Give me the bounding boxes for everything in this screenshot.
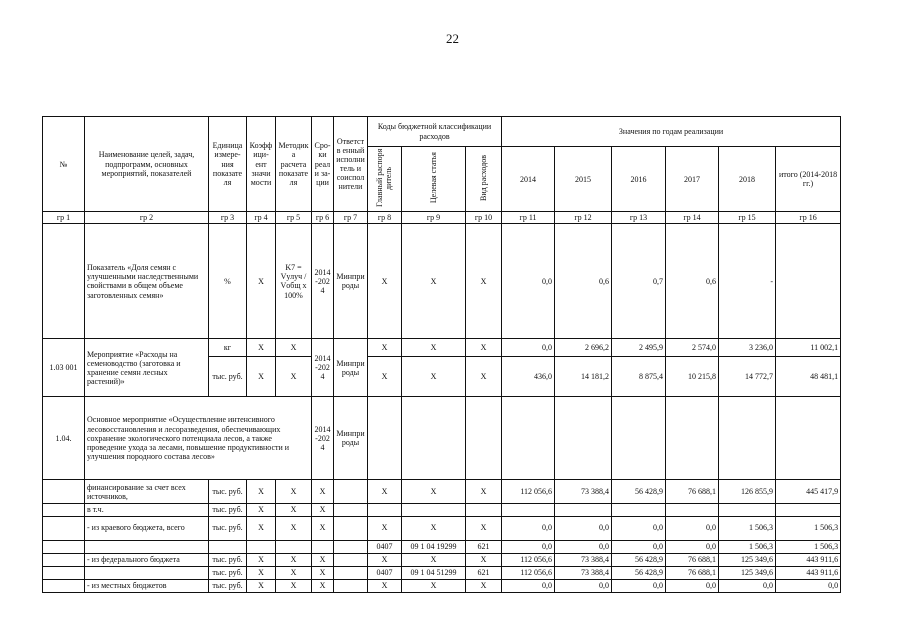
cell-resp (334, 504, 368, 516)
cell-num (43, 480, 85, 504)
cell-2018: 125 349,6 (719, 566, 776, 579)
header-year-2014: 2014 (502, 147, 555, 212)
cell-2017: 0,0 (666, 579, 719, 592)
cell-coef: X (247, 339, 276, 357)
cell-code-kind: X (466, 579, 502, 592)
header-year-2015: 2015 (555, 147, 612, 212)
financing-row (43, 540, 841, 553)
fin-name: - из краевого бюджета, всего (85, 516, 209, 540)
cell-num (43, 224, 85, 339)
header-code-main: Главный распоря дитель (368, 147, 402, 212)
column-number-row (43, 212, 841, 224)
cell-2015: 14 181,2 (555, 357, 612, 397)
cell-2014: 112 056,6 (502, 553, 555, 566)
cell-2014: 0,0 (502, 540, 555, 553)
cell-coef: X (247, 504, 276, 516)
cell-unit: % (209, 224, 247, 339)
cell-2018 (719, 504, 776, 516)
method-line: Vулуч / (280, 272, 307, 282)
cell-2018: 1 506,3 (719, 516, 776, 540)
cell-code-target: X (402, 339, 466, 357)
financing-row (43, 480, 841, 504)
indicator-name: Показатель «Доля семян с улучшенными наследственными свойствами в общем объеме заготовленных семян» (85, 224, 209, 339)
financing-row (43, 579, 841, 592)
header-resp: Ответств енный исполни тель и соиспол нители (334, 117, 368, 212)
header-name: Наименование целей, задач, подпрограмм, основных мероприятий, показателей (85, 117, 209, 212)
fin-name: финансирование за счет всех источников, (85, 480, 209, 504)
cell-2015: 0,0 (555, 579, 612, 592)
fin-name: - из федерального бюджета (85, 553, 209, 566)
cell-coef: X (247, 480, 276, 504)
measure-num: 1.03 001 (43, 339, 85, 397)
cell-total: 1 506,3 (776, 540, 841, 553)
cell-code-target (402, 397, 466, 480)
cell-2014 (502, 504, 555, 516)
cell-code-main: 0407 (368, 566, 402, 579)
header-num: № (43, 117, 85, 212)
cell-code-target: X (402, 357, 466, 397)
cell-num (43, 579, 85, 592)
cell-2017: 76 688,1 (666, 480, 719, 504)
fin-name (85, 566, 209, 579)
cell-method: X (276, 553, 312, 566)
cell-num (43, 504, 85, 516)
cell-code-main: 0407 (368, 540, 402, 553)
col-number: гр 16 (776, 212, 841, 224)
cell-coef: X (247, 357, 276, 397)
cell-2014: 0,0 (502, 339, 555, 357)
cell-unit: тыс. руб. (209, 516, 247, 540)
cell-2017: 0,6 (666, 224, 719, 339)
cell-code-main: X (368, 579, 402, 592)
col-number: гр 11 (502, 212, 555, 224)
cell-code-target: X (402, 579, 466, 592)
cell-code-kind: X (466, 224, 502, 339)
cell-code-kind: X (466, 339, 502, 357)
cell-2017: 10 215,8 (666, 357, 719, 397)
financing-row (43, 553, 841, 566)
cell-term: X (312, 579, 334, 592)
main-measure-num: 1.04. (43, 397, 85, 480)
cell-2016: 0,0 (612, 579, 666, 592)
cell-unit: тыс. руб. (209, 357, 247, 397)
cell-code-kind (466, 504, 502, 516)
cell-term: 2014-2024 (312, 224, 334, 339)
col-number: гр 9 (402, 212, 466, 224)
cell-method: X (276, 480, 312, 504)
header-code-kind: Вид расходов (466, 147, 502, 212)
cell-resp: Минпри роды (334, 339, 368, 397)
cell-2014: 0,0 (502, 224, 555, 339)
cell-coef: X (247, 516, 276, 540)
cell-2018: 125 349,6 (719, 553, 776, 566)
cell-code-main: X (368, 357, 402, 397)
cell-unit: тыс. руб. (209, 553, 247, 566)
method-line: K7 = (285, 263, 302, 272)
cell-2018: 1 506,3 (719, 540, 776, 553)
col-number: гр 5 (276, 212, 312, 224)
col-number: гр 7 (334, 212, 368, 224)
cell-coef: X (247, 566, 276, 579)
cell-resp (334, 516, 368, 540)
page-number: 22 (446, 31, 459, 46)
cell-resp (334, 566, 368, 579)
cell-2017: 0,0 (666, 516, 719, 540)
financing-row (43, 566, 841, 579)
col-number: гр 10 (466, 212, 502, 224)
cell-method: X (276, 504, 312, 516)
cell-method (276, 540, 312, 553)
cell-2017 (666, 397, 719, 480)
cell-2017: 2 574,0 (666, 339, 719, 357)
fin-name: - из местных бюджетов (85, 579, 209, 592)
cell-total: 1 506,3 (776, 516, 841, 540)
header-values-by-year: Значения по годам реализации (502, 117, 841, 147)
cell-unit: кг (209, 339, 247, 357)
fin-name (85, 540, 209, 553)
cell-resp (334, 540, 368, 553)
cell-2014: 0,0 (502, 516, 555, 540)
fin-name: в т.ч. (85, 504, 209, 516)
cell-code-target: X (402, 224, 466, 339)
cell-2014: 112 056,6 (502, 566, 555, 579)
cell-2015: 0,0 (555, 516, 612, 540)
financing-row (43, 516, 841, 540)
header-term: Сро-ки реали за-ции (312, 117, 334, 212)
cell-2016: 8 875,4 (612, 357, 666, 397)
cell-2017 (666, 504, 719, 516)
cell-term: 2014-2024 (312, 397, 334, 480)
col-number: гр 6 (312, 212, 334, 224)
header-total: итого (2014-2018 гг.) (776, 147, 841, 212)
cell-coef: X (247, 579, 276, 592)
cell-resp (334, 480, 368, 504)
cell-total: 443 911,6 (776, 566, 841, 579)
cell-resp (334, 579, 368, 592)
cell-2016: 56 428,9 (612, 553, 666, 566)
cell-2015: 0,6 (555, 224, 612, 339)
header-unit: Единица измере-ния показате ля (209, 117, 247, 212)
cell-2018: 0,0 (719, 579, 776, 592)
cell-2015: 73 388,4 (555, 566, 612, 579)
main-measure-row (43, 397, 841, 480)
cell-term: X (312, 516, 334, 540)
cell-code-target: X (402, 516, 466, 540)
col-number: гр 3 (209, 212, 247, 224)
cell-2018: 3 236,0 (719, 339, 776, 357)
cell-code-kind: X (466, 553, 502, 566)
cell-code-target: X (402, 480, 466, 504)
cell-2017: 76 688,1 (666, 566, 719, 579)
cell-code-kind: X (466, 480, 502, 504)
method-line: 100% (284, 290, 303, 300)
cell-code-kind: 621 (466, 540, 502, 553)
cell-total (776, 224, 841, 339)
cell-term: X (312, 480, 334, 504)
cell-method: X (276, 516, 312, 540)
cell-2015: 0,0 (555, 540, 612, 553)
cell-2016: 0,0 (612, 516, 666, 540)
cell-code-main: X (368, 516, 402, 540)
cell-2014: 112 056,6 (502, 480, 555, 504)
cell-code-main: X (368, 553, 402, 566)
cell-total: 48 481,1 (776, 357, 841, 397)
cell-code-main: X (368, 339, 402, 357)
cell-code-main (368, 504, 402, 516)
cell-total: 0,0 (776, 579, 841, 592)
cell-code-kind: 621 (466, 566, 502, 579)
cell-term: X (312, 566, 334, 579)
cell-num (43, 553, 85, 566)
cell-method (276, 224, 312, 339)
measure-row (43, 339, 841, 357)
cell-code-main (368, 397, 402, 480)
cell-2016: 2 495,9 (612, 339, 666, 357)
col-number: гр 2 (85, 212, 209, 224)
cell-code-main: X (368, 224, 402, 339)
header-budget-codes: Коды бюджетной классификации расходов (368, 117, 502, 147)
cell-2015: 73 388,4 (555, 553, 612, 566)
cell-2018: 14 772,7 (719, 357, 776, 397)
cell-2018: 126 855,9 (719, 480, 776, 504)
cell-2016: 0,7 (612, 224, 666, 339)
cell-code-target: 09 1 04 19299 (402, 540, 466, 553)
header-year-2018: 2018 (719, 147, 776, 212)
cell-2016: 56 428,9 (612, 566, 666, 579)
cell-unit: тыс. руб. (209, 504, 247, 516)
col-number: гр 14 (666, 212, 719, 224)
cell-code-kind: X (466, 357, 502, 397)
cell-2015 (555, 397, 612, 480)
cell-unit (209, 540, 247, 553)
cell-2016 (612, 504, 666, 516)
cell-code-main: X (368, 480, 402, 504)
cell-2014: 436,0 (502, 357, 555, 397)
cell-code-target (402, 504, 466, 516)
header-method: Методик а расчета показате ля (276, 117, 312, 212)
cell-coef (247, 540, 276, 553)
cell-code-target: X (402, 553, 466, 566)
cell-2014: 0,0 (502, 579, 555, 592)
method-line: Vобщ x (280, 281, 307, 291)
header-coef: Коэфф ици-ент значи мости (247, 117, 276, 212)
header-code-target: Целевая статья (402, 147, 466, 212)
cell-resp: Минпри роды (334, 397, 368, 480)
main-measure-name: Основное мероприятие «Осуществление интенсивного лесовосстановления и лесоразведения, обеспечивающих сохранение экологического потенциала лесов, а также проведение ухода за лесами, повышение продуктивности и улучшения породного состава лесов» (85, 397, 312, 480)
program-table (42, 116, 841, 593)
cell-coef: X (247, 553, 276, 566)
col-number: гр 12 (555, 212, 612, 224)
header-year-2016: 2016 (612, 147, 666, 212)
cell-2017: 0,0 (666, 540, 719, 553)
header-row (43, 117, 841, 147)
cell-term: 2014-2024 (312, 339, 334, 397)
cell-2017: 76 688,1 (666, 553, 719, 566)
col-number: гр 1 (43, 212, 85, 224)
cell-method: X (276, 579, 312, 592)
cell-method: X (276, 339, 312, 357)
financing-row (43, 504, 841, 516)
cell-total (776, 504, 841, 516)
cell-2016: 56 428,9 (612, 480, 666, 504)
cell-code-kind: X (466, 516, 502, 540)
cell-term: X (312, 504, 334, 516)
col-number: гр 13 (612, 212, 666, 224)
cell-2015 (555, 504, 612, 516)
cell-code-target: 09 1 04 51299 (402, 566, 466, 579)
cell-method: X (276, 566, 312, 579)
measure-name: Мероприятие «Расходы на семеноводство (заготовка и хранение семян лесных растений)» (85, 339, 209, 397)
header-year-2017: 2017 (666, 147, 719, 212)
cell-resp (334, 553, 368, 566)
cell-2016 (612, 397, 666, 480)
col-number: гр 15 (719, 212, 776, 224)
cell-unit: тыс. руб. (209, 579, 247, 592)
indicator-row (43, 224, 841, 339)
cell-2015: 73 388,4 (555, 480, 612, 504)
cell-2015: 2 696,2 (555, 339, 612, 357)
cell-2016: 0,0 (612, 540, 666, 553)
cell-num (43, 516, 85, 540)
cell-method: X (276, 357, 312, 397)
cell-total (776, 397, 841, 480)
cell-num (43, 540, 85, 553)
cell-code-kind (466, 397, 502, 480)
cell-total: 11 002,1 (776, 339, 841, 357)
cell-2014 (502, 397, 555, 480)
cell-term (312, 540, 334, 553)
cell-num (43, 566, 85, 579)
financing-rows (43, 480, 841, 592)
cell-total: 443 911,6 (776, 553, 841, 566)
cell-2018 (719, 397, 776, 480)
cell-resp: Минпри роды (334, 224, 368, 339)
col-number: гр 4 (247, 212, 276, 224)
cell-term: X (312, 553, 334, 566)
col-number: гр 8 (368, 212, 402, 224)
cell-total: 445 417,9 (776, 480, 841, 504)
cell-coef: X (247, 224, 276, 339)
cell-unit: тыс. руб. (209, 566, 247, 579)
cell-2018: - (719, 224, 776, 339)
cell-unit: тыс. руб. (209, 480, 247, 504)
